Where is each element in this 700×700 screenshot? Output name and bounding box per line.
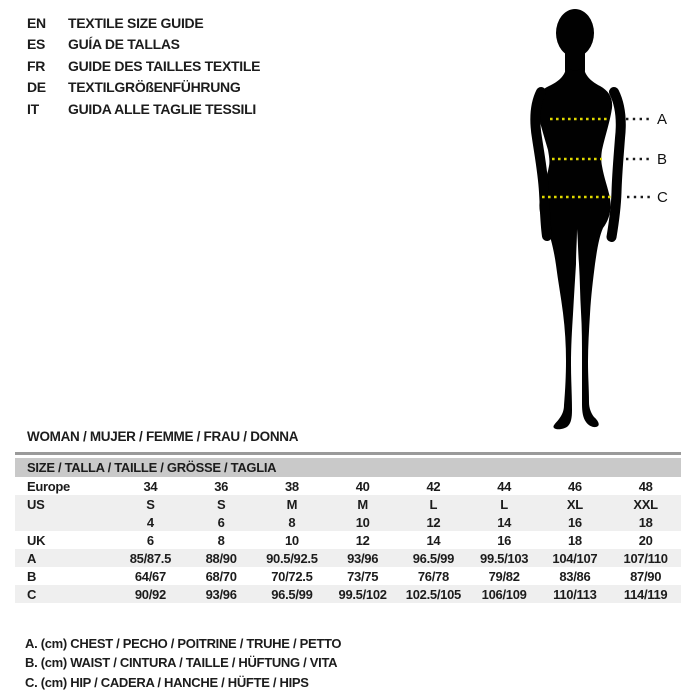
chest-label: A [657,111,668,128]
language-code: IT [27,100,39,117]
language-title-block [27,12,260,120]
table-row-europe [15,477,681,495]
table-cell: 18 [638,514,653,530]
table-row-hip [15,585,681,603]
table-cell: 99.5/102 [338,586,387,602]
row-label: Europe [27,478,70,494]
table-cell: 8 [288,514,296,530]
table-cell: 44 [497,478,512,494]
table-cell: 10 [284,532,299,548]
table-cell: 16 [567,514,582,530]
title-text: GUÍA DE TALLAS [68,36,180,53]
table-cell: 90.5/92.5 [266,550,318,566]
table-cell: XXL [633,496,658,512]
table-cell: 96.5/99 [271,586,313,602]
table-cell: 42 [426,478,441,494]
table-cell: 46 [567,478,582,494]
table-cell: 40 [355,478,370,494]
table-cell: 38 [284,478,299,494]
table-cell: 14 [426,532,441,548]
title-row-fr [27,55,260,77]
table-cell: 107/110 [623,550,668,566]
table-cell: 12 [355,532,370,548]
table-cell: 102.5/105 [405,586,461,602]
table-cell: 96.5/99 [412,550,455,566]
table-cell: 6 [146,532,154,548]
legend-waist: B. (cm) WAIST / CINTURA / TAILLE / HÜFTUNG / VITA [25,655,338,671]
section-heading: WOMAN / MUJER / FEMME / FRAU / DONNA [27,429,299,444]
table-cell: 114/119 [623,586,668,602]
language-code: ES [27,36,46,53]
table-row-us-numeric [15,513,681,531]
measure-letter-labels [657,111,668,206]
language-code: DE [27,79,46,96]
table-cell: L [429,496,438,512]
hip-label: C [657,189,668,206]
silhouette-right-arm [612,92,621,237]
table-row-uk [15,531,681,549]
table-cell: S [216,496,226,512]
title-text: TEXTILGRÖßENFÜHRUNG [68,79,241,96]
table-cell: 99.5/103 [480,550,529,566]
table-cell: 93/96 [205,586,237,602]
table-cell: S [146,496,155,512]
table-row-us [15,495,681,513]
title-row-de [27,77,260,99]
woman-silhouette [535,9,620,429]
waist-label: B [657,151,668,168]
table-cell: 16 [497,532,512,548]
row-label: US [27,496,45,512]
table-cell: 12 [426,514,441,530]
table-cell: 85/87.5 [129,550,172,566]
title-text: GUIDE DES TAILLES TEXTILE [68,57,261,74]
table-header: SIZE / TALLA / TAILLE / GRÖSSE / TAGLIA [15,458,681,477]
table-cell: 4 [146,514,154,530]
table-cell: 10 [355,514,370,530]
title-row-it [27,98,260,120]
table-cell: 88/90 [205,550,237,566]
table-cell: M [357,496,368,512]
legend-hip: C. (cm) HIP / CADERA / HANCHE / HÜFTE / HIPS [25,674,309,690]
title-row-en [27,12,260,34]
table-cell: 20 [638,532,653,548]
table-cell: 14 [497,514,512,530]
table-cell: 83/86 [559,568,591,584]
table-cell: 8 [217,532,225,548]
table-cell: 6 [217,514,225,530]
table-cell: 93/96 [347,550,379,566]
table-cell: 110/113 [553,586,597,602]
row-label: UK [27,532,46,548]
table-cell: 76/78 [417,568,449,584]
row-label: C [27,586,37,602]
row-label: A [27,550,37,566]
table-cell: 68/70 [205,568,237,584]
silhouette-body [537,68,612,429]
row-label: B [27,568,37,584]
table-cell: 87/90 [630,568,662,584]
table-cell: 48 [638,478,653,494]
language-code: EN [27,14,46,31]
size-table [15,452,681,603]
table-cell: XL [566,496,583,512]
table-cell: 104/107 [552,550,598,566]
table-cell: 18 [567,532,582,548]
measurement-legend [25,634,341,692]
table-cell: 90/92 [134,586,166,602]
table-cell: M [286,496,298,512]
table-row-chest [15,549,681,567]
table-top-rule [15,452,681,455]
title-text: GUIDA ALLE TAGLIE TESSILI [68,100,256,117]
table-cell: 106/109 [481,586,527,602]
title-row-es [27,34,260,56]
table-cell: 34 [143,478,158,494]
measurement-figure [480,0,700,440]
table-cell: 79/82 [488,568,520,584]
title-text: TEXTILE SIZE GUIDE [68,14,204,31]
table-cell: L [500,496,508,512]
language-code: FR [27,57,46,74]
table-cell: 70/72.5 [271,568,313,584]
legend-chest: A. (cm) CHEST / PECHO / POITRINE / TRUHE / PETTO [25,636,342,651]
table-cell: 73/75 [347,568,379,584]
table-cell: 36 [214,478,229,494]
table-row-waist [15,567,681,585]
table-cell: 64/67 [134,568,166,584]
